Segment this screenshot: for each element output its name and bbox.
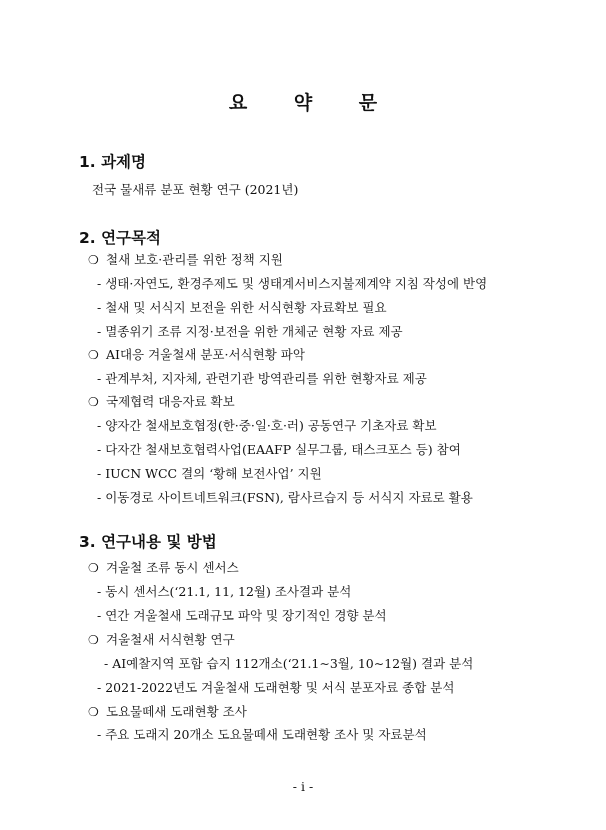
circle-bullet-icon: ❍ [88, 348, 99, 362]
sub-item: - 양자간 철새보호협정(한·중·일·호·러) 공동연구 기초자료 확보 [97, 418, 437, 433]
bullet-item: ❍ AI대응 겨울철새 분포·서식현황 파악 [88, 347, 305, 362]
circle-bullet-icon: ❍ [88, 395, 99, 409]
sub-item: - IUCN WCC 결의 ‘황해 보전사업’ 지원 [97, 466, 322, 481]
sub-item: - 철새 및 서식지 보전을 위한 서식현황 자료확보 필요 [97, 300, 387, 315]
bullet-item: ❍ 철새 보호·관리를 위한 정책 지원 [88, 252, 283, 267]
section-heading: 2. 연구목적 [79, 229, 161, 247]
section-heading: 3. 연구내용 및 방법 [79, 533, 217, 551]
circle-bullet-icon: ❍ [88, 705, 99, 719]
sub-item: - 생태·자연도, 환경주제도 및 생태계서비스지불제계약 지침 작성에 반영 [97, 276, 488, 291]
title-char: 약 [293, 92, 313, 114]
title-char: 문 [358, 92, 378, 114]
sub-item: - 2021-2022년도 겨울철새 도래현황 및 서식 분포자료 종합 분석 [97, 680, 455, 695]
sub-item: - 동시 센서스(‘21.1, 11, 12월) 조사결과 분석 [97, 584, 352, 599]
circle-bullet-icon: ❍ [88, 633, 99, 647]
bullet-item: ❍ 겨울철 조류 동시 센서스 [88, 560, 239, 575]
bullet-item: ❍ 겨울철새 서식현황 연구 [88, 632, 235, 647]
page-title [0, 88, 606, 115]
sub-item: - 주요 도래지 20개소 도요물떼새 도래현황 조사 및 자료분석 [97, 727, 427, 742]
bullet-item: ❍ 국제협력 대응자료 확보 [88, 394, 235, 409]
title-char: 요 [228, 92, 248, 114]
circle-bullet-icon: ❍ [88, 561, 99, 575]
sub-item: - 연간 겨울철새 도래규모 파악 및 장기적인 경향 분석 [97, 608, 387, 623]
page-number: - i - [292, 779, 314, 794]
sub-item: - AI예찰지역 포함 습지 112개소(‘21.1∼3월, 10∼12월) 결과 분석 [104, 656, 474, 671]
bullet-item: ❍ 도요물떼새 도래현황 조사 [88, 704, 247, 719]
circle-bullet-icon: ❍ [88, 253, 99, 267]
sub-item: - 이동경로 사이트네트워크(FSN), 람사르습지 등 서식지 자료로 활용 [97, 490, 473, 505]
sub-item: - 멸종위기 조류 지정·보전을 위한 개체군 현황 자료 제공 [97, 324, 403, 339]
project-name: 전국 물새류 분포 현황 연구 (2021년) [92, 182, 299, 197]
section-heading: 1. 과제명 [79, 153, 146, 171]
sub-item: - 다자간 철새보호협력사업(EAAFP 실무그룹, 태스크포스 등) 참여 [97, 442, 461, 457]
sub-item: - 관계부처, 지자체, 관련기관 방역관리를 위한 현황자료 제공 [97, 371, 427, 386]
